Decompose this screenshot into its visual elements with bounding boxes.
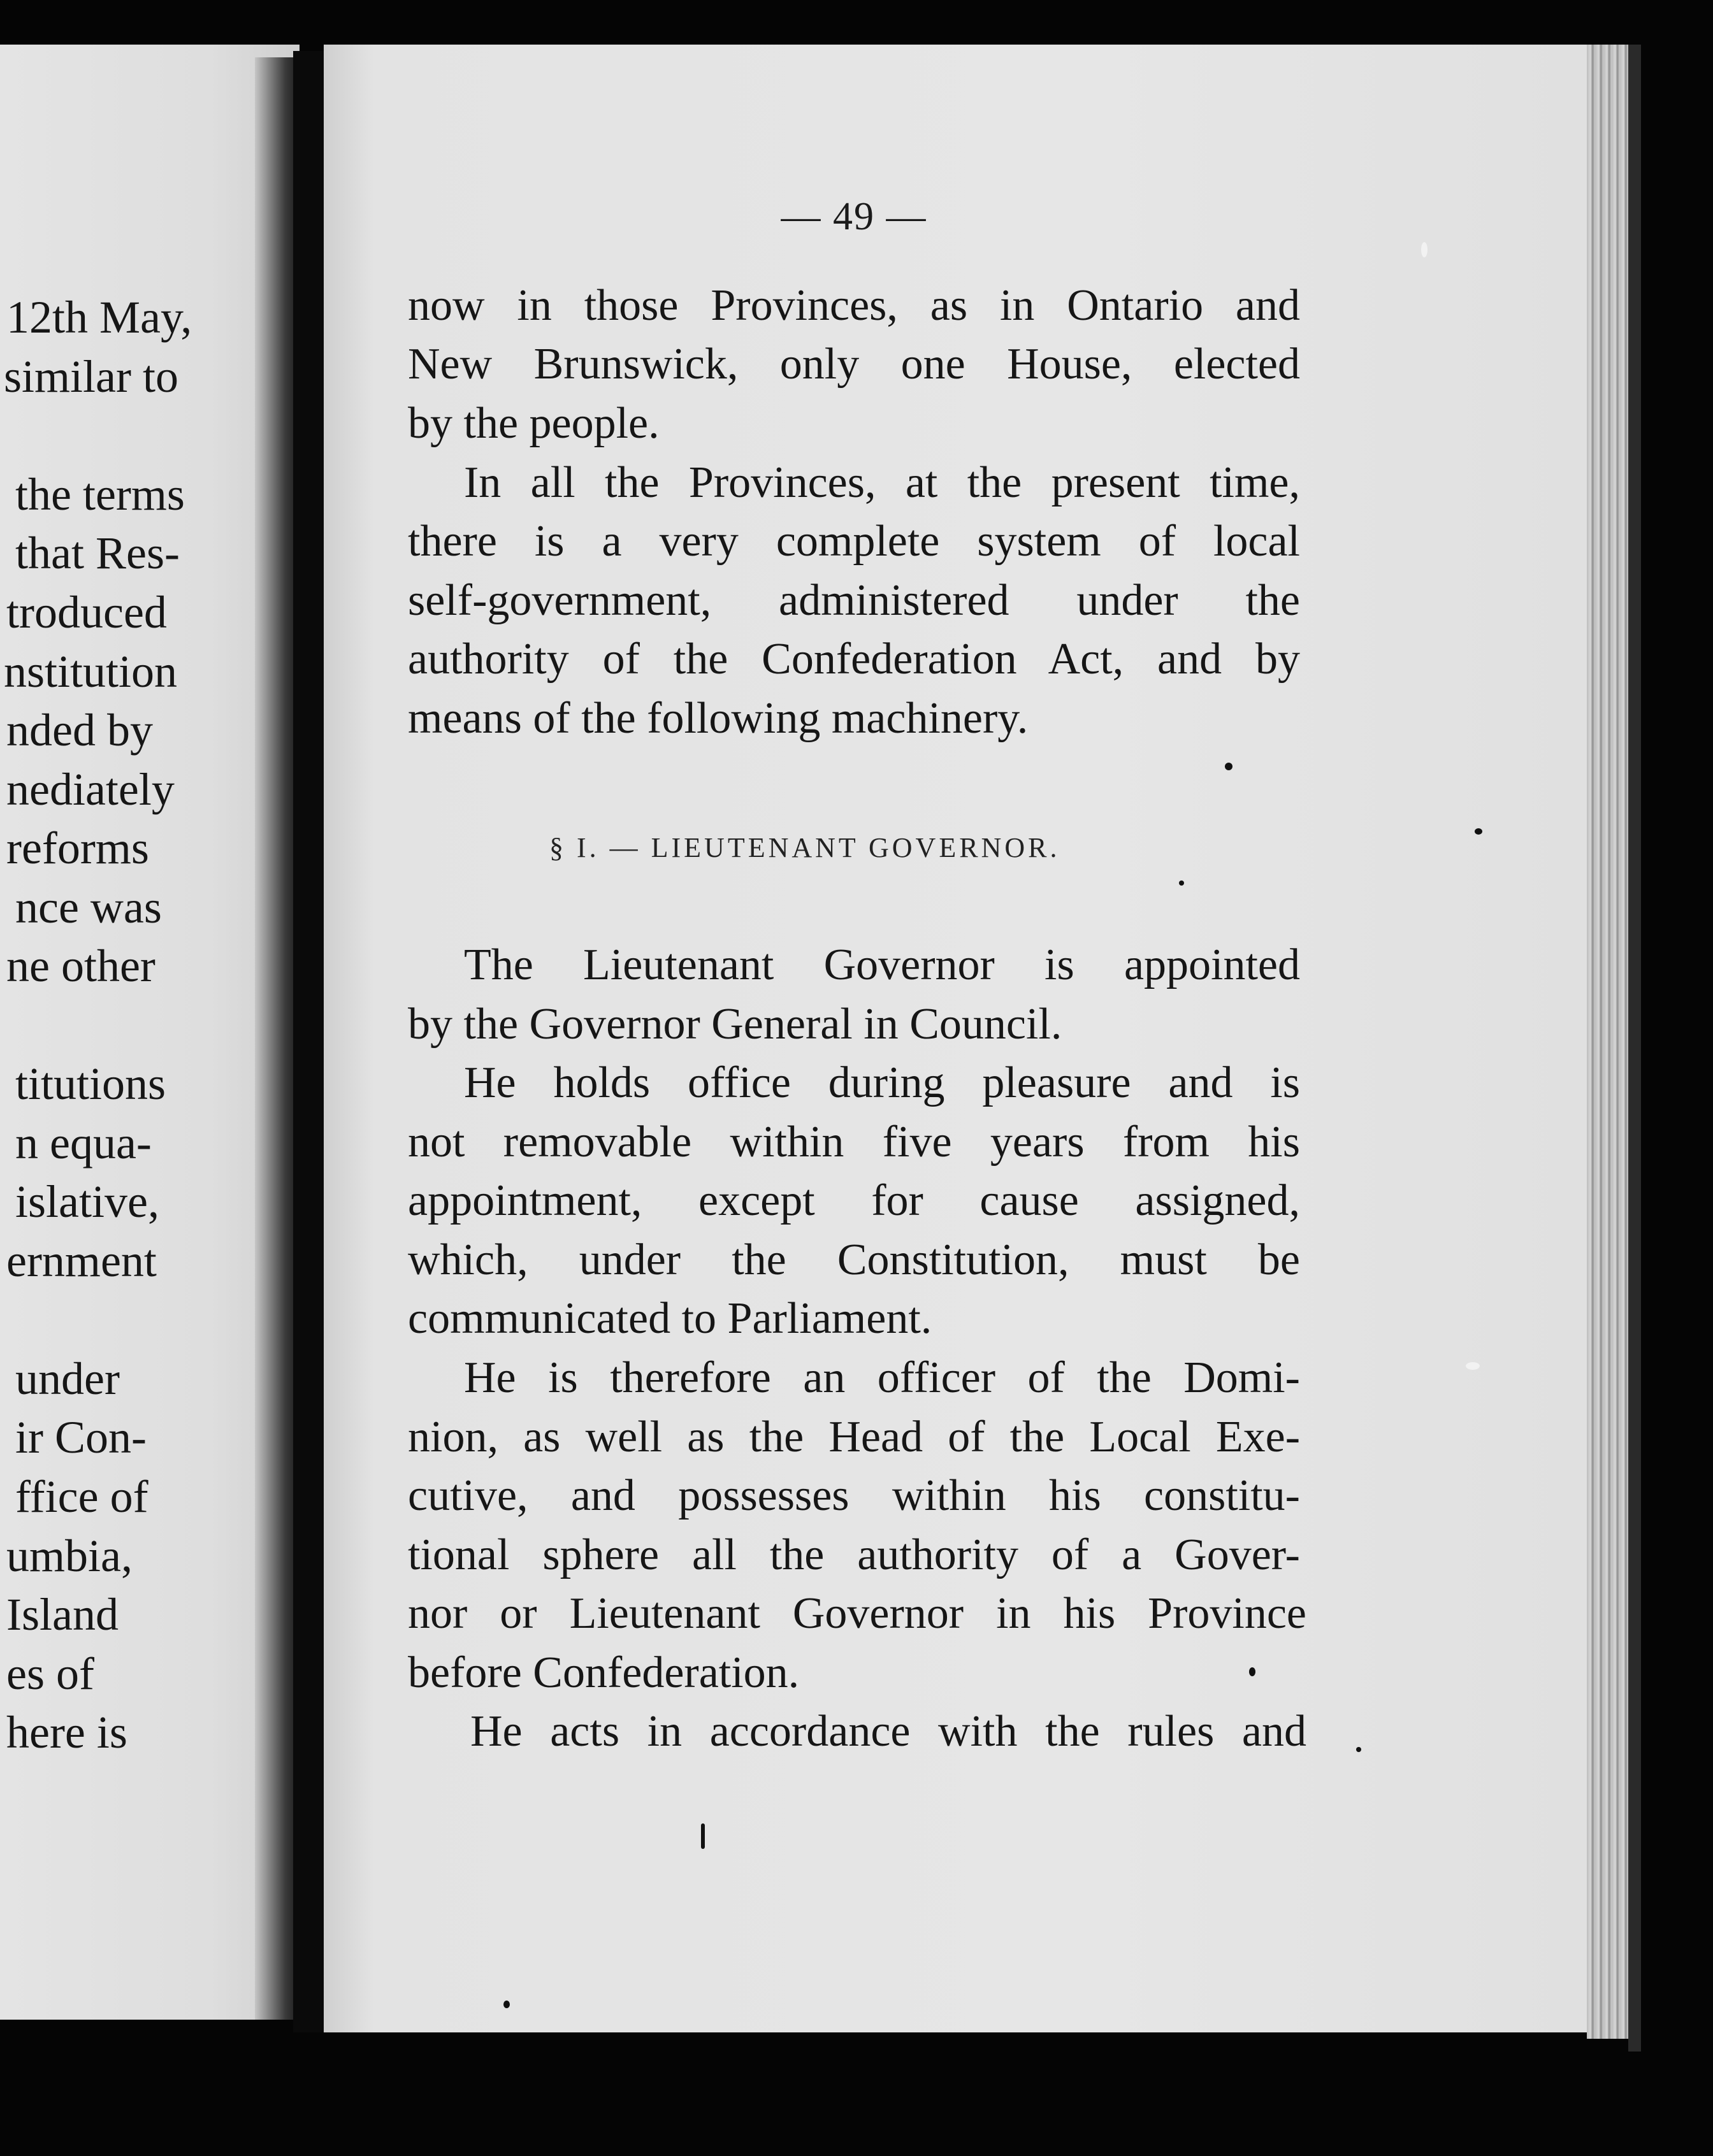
left-page-line: Island <box>6 1589 119 1640</box>
dust-speck <box>1249 1667 1255 1676</box>
left-page-line: the terms <box>15 469 185 520</box>
body-text-line: The Lieutenant Governor is appointed <box>464 940 1300 989</box>
left-page-line: troduced <box>6 587 167 638</box>
book-spine-gap <box>293 51 324 2032</box>
left-page-line: umbia, <box>6 1530 133 1581</box>
dust-speck <box>701 1823 705 1849</box>
dust-speck <box>1356 1747 1361 1752</box>
dust-speck <box>1225 763 1232 770</box>
left-page-line: nce was <box>15 882 162 933</box>
left-page-line: n equa- <box>15 1118 152 1168</box>
body-text-line: He acts in accordance with the rules and <box>470 1707 1306 1756</box>
body-text-line: by the people. <box>408 399 660 448</box>
body-text-line: self-government, administered under the <box>408 576 1300 625</box>
body-text-line: means of the following machinery. <box>408 694 1029 743</box>
body-text-line: nion, as well as the Head of the Local Exe- <box>408 1412 1300 1462</box>
left-page-line: ne other <box>6 940 155 991</box>
left-page-line: ernment <box>6 1235 157 1286</box>
body-text-line: In all the Provinces, at the present time, <box>464 458 1300 507</box>
left-page-line: nded by <box>6 705 153 756</box>
body-text-line: now in those Provinces, as in Ontario and <box>408 281 1300 330</box>
dust-speck <box>503 2001 510 2008</box>
body-text-line: not removable within five years from his <box>408 1118 1300 1167</box>
left-page-line: reforms <box>6 823 149 873</box>
body-text-line: appointment, except for cause assigned, <box>408 1176 1300 1225</box>
left-page-line: titutions <box>15 1058 166 1109</box>
body-text-line: there is a very complete system of local <box>408 517 1300 566</box>
left-page-line: here is <box>6 1707 127 1758</box>
body-text-line: which, under the Constitution, must be <box>408 1235 1300 1284</box>
left-page-line: similar to <box>4 351 178 402</box>
left-page-line: es of <box>6 1648 94 1699</box>
left-page-line: islative, <box>15 1176 159 1227</box>
body-text-line: nor or Lieutenant Governor in his Province <box>408 1589 1306 1638</box>
left-page-line: nediately <box>6 764 175 815</box>
left-page-line: that Res- <box>15 528 180 579</box>
body-text-line: communicated to Parliament. <box>408 1294 932 1343</box>
body-text-line: tional sphere all the authority of a Gover- <box>408 1530 1300 1579</box>
dust-speck <box>1421 242 1428 257</box>
body-text-line: before Confederation. <box>408 1648 800 1697</box>
dust-speck <box>1466 1362 1480 1370</box>
body-text-line: He is therefore an officer of the Domi- <box>464 1353 1300 1402</box>
left-page-line: 12th May, <box>6 292 192 343</box>
left-page-line: ir Con- <box>15 1412 147 1463</box>
section-heading: § I. — LIEUTENANT GOVERNOR. <box>549 832 1060 863</box>
body-text-line: by the Governor General in Council. <box>408 1000 1062 1049</box>
page-edge-shadow <box>1628 45 1641 2052</box>
body-text-line: authority of the Confederation Act, and by <box>408 635 1300 684</box>
body-text-line: cutive, and possesses within his constitu- <box>408 1471 1300 1520</box>
page-edges <box>1587 45 1631 2039</box>
dust-speck <box>1475 828 1482 835</box>
dust-speck <box>1179 880 1184 886</box>
left-page-line: under <box>15 1353 120 1404</box>
left-page-line: ffice of <box>15 1471 148 1522</box>
left-page-line: nstitution <box>4 646 178 697</box>
body-text-line: He holds office during pleasure and is <box>464 1058 1300 1107</box>
page-number: — 49 — <box>781 195 927 238</box>
body-text-line: New Brunswick, only one House, elected <box>408 340 1300 389</box>
